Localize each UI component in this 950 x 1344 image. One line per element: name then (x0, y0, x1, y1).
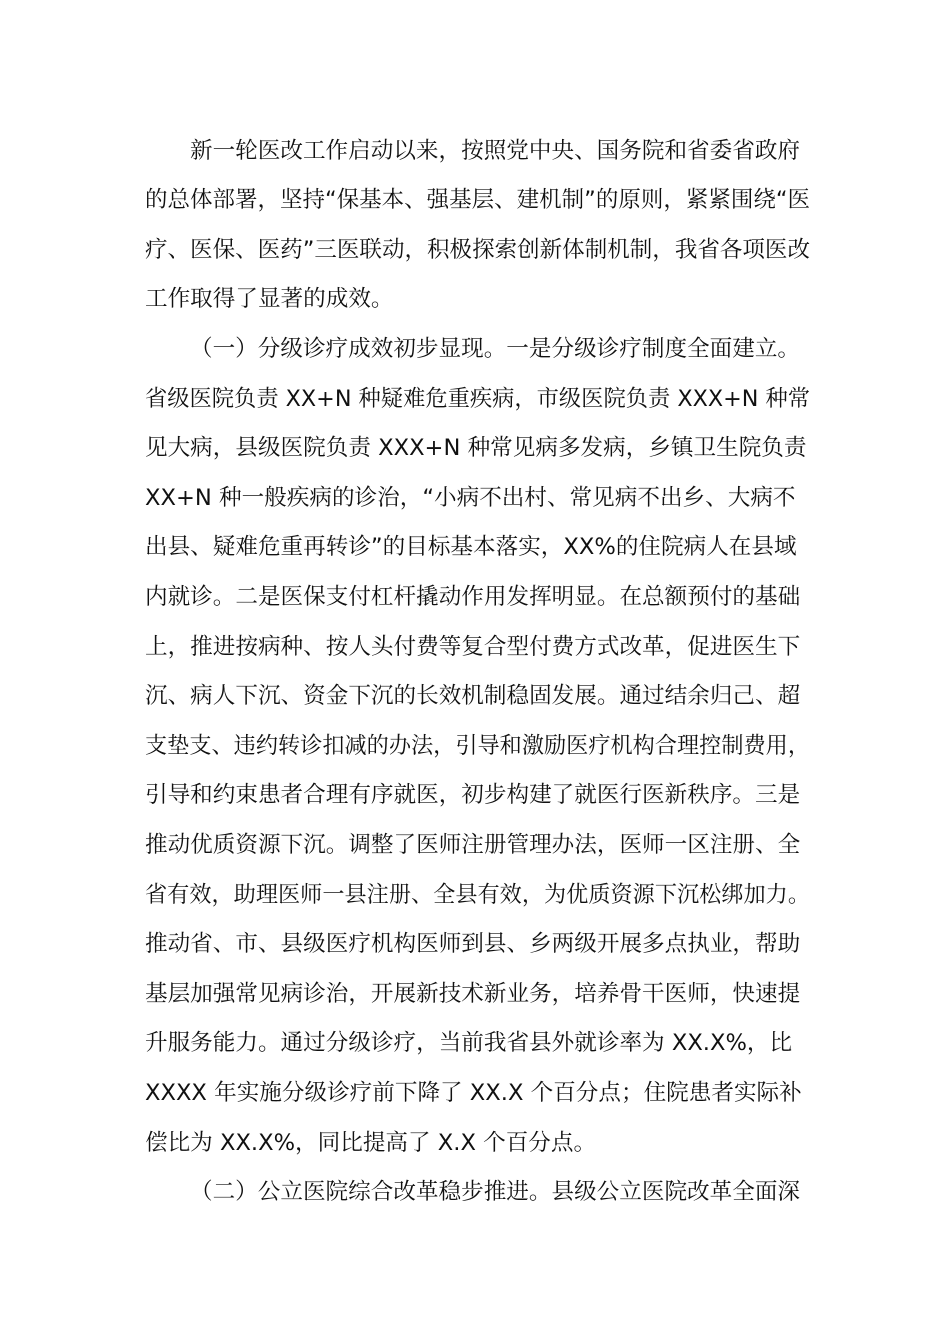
section-heading-line: （二）公立医院综合改革稳步推进。县级公立医院改革全面深 (190, 1179, 801, 1205)
paragraph-line: 新一轮医改工作启动以来，按照党中央、国务院和省委省政府 (190, 138, 801, 164)
paragraph-line: XX+N 种一般疾病的诊治，“小病不出村、常见病不出乡、大病不 (145, 485, 796, 511)
paragraph-line: 偿比为 XX.X%，同比提高了 X.X 个百分点。 (145, 1130, 597, 1156)
paragraph-line: 推动优质资源下沉。调整了医师注册管理办法，医师一区注册、全 (145, 832, 801, 858)
paragraph-line: 上，推进按病种、按人头付费等复合型付费方式改革，促进医生下 (145, 634, 801, 660)
paragraph-line: 省级医院负责 XX+N 种疑难危重疾病，市级医院负责 XXX+N 种常 (145, 386, 810, 412)
paragraph-line: 出县、疑难危重再转诊”的目标基本落实，XX%的住院病人在县域 (145, 534, 797, 560)
paragraph-line: 见大病，县级医院负责 XXX+N 种常见病多发病，乡镇卫生院负责 (145, 435, 807, 461)
paragraph-line: 的总体部署，坚持“保基本、强基层、建机制”的原则，紧紧围绕“医 (145, 187, 810, 213)
paragraph-line: 基层加强常见病诊治，开展新技术新业务，培养骨干医师，快速提 (145, 981, 801, 1007)
paragraph-line: 推动省、市、县级医疗机构医师到县、乡两级开展多点执业，帮助 (145, 931, 801, 957)
paragraph-line: 工作取得了显著的成效。 (145, 286, 394, 312)
paragraph-line: 疗、医保、医药”三医联动，积极探索创新体制机制，我省各项医改 (145, 237, 810, 263)
paragraph-line: 支垫支、违约转诊扣减的办法，引导和激励医疗机构合理控制费用， (145, 733, 810, 759)
paragraph-line: 省有效，助理医师一县注册、全县有效，为优质资源下沉松绑加力。 (145, 882, 810, 908)
paragraph-line: 引导和约束患者合理有序就医，初步构建了就医行医新秩序。三是 (145, 782, 801, 808)
paragraph-line: XXXX 年实施分级诊疗前下降了 XX.X 个百分点；住院患者实际补 (145, 1080, 802, 1106)
paragraph-line: 沉、病人下沉、资金下沉的长效机制稳固发展。通过结余归己、超 (145, 683, 801, 709)
paragraph-line: 内就诊。二是医保支付杠杆撬动作用发挥明显。在总额预付的基础 (145, 584, 801, 610)
paragraph-line: 升服务能力。通过分级诊疗，当前我省县外就诊率为 XX.X%，比 (145, 1030, 793, 1056)
section-heading-line: （一）分级诊疗成效初步显现。一是分级诊疗制度全面建立。 (190, 336, 801, 362)
